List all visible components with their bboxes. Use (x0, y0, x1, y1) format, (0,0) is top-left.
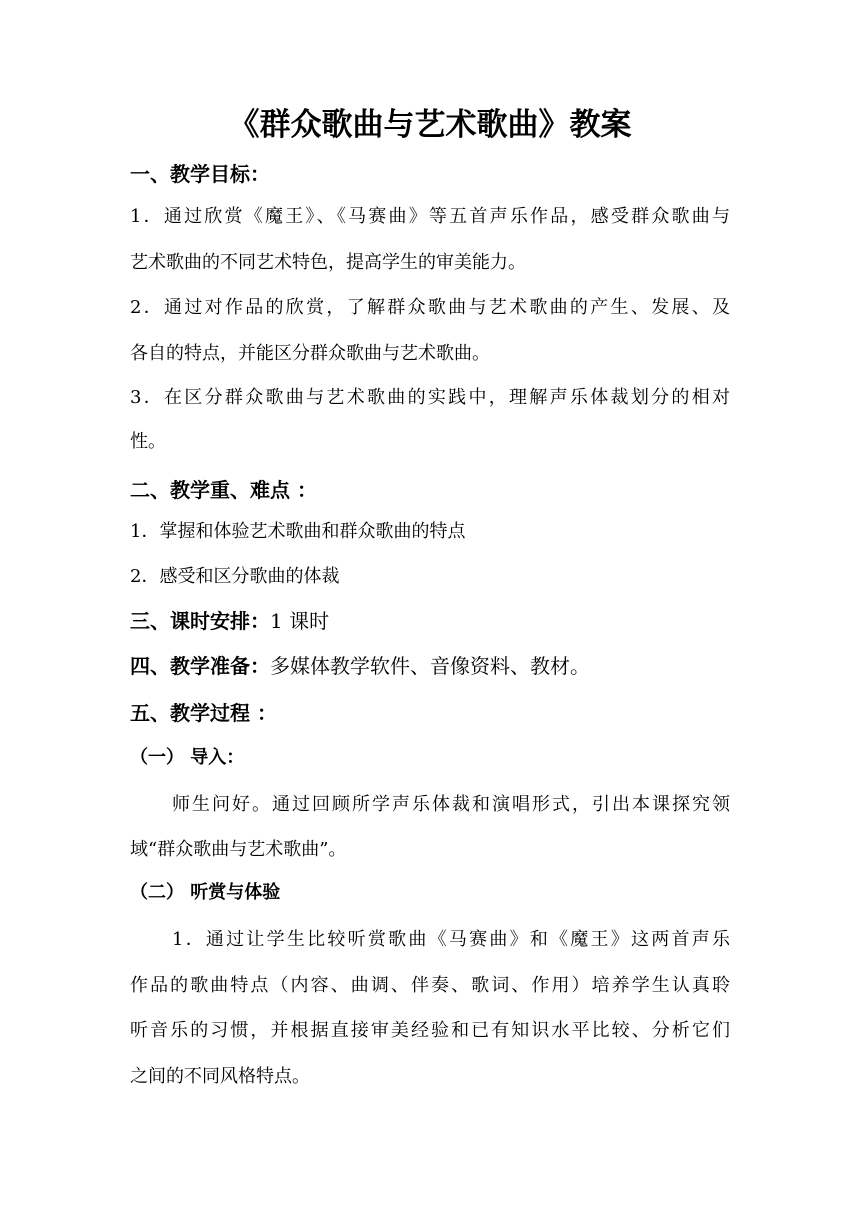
section-heading-preparation: 四、教学准备： (130, 654, 270, 678)
preparation-line (130, 656, 590, 676)
section-heading-process: 五、教学过程 ： (130, 701, 277, 725)
subsection-heading-listening: （二） 听赏与体验 (130, 882, 281, 903)
section-heading-key-points: 二、教学重、难点 ： (130, 478, 317, 502)
objective-2-line-1: 2．通过对作品的欣赏，了解群众歌曲与艺术歌曲的产生、发展、及 (130, 297, 730, 318)
subsection-heading-intro: （一） 导入： (130, 747, 245, 768)
key-point-1: 1．掌握和体验艺术歌曲和群众歌曲的特点 (130, 521, 466, 542)
listening-paragraph-line-2: 作品的歌曲特点（内容、曲调、伴奏、歌词、作用）培养学生认真聆 (130, 975, 730, 996)
listening-paragraph-line-1: 1．通过让学生比较听赏歌曲《马赛曲》和《魔王》这两首声乐 (172, 929, 730, 950)
listening-paragraph-line-3: 听音乐的习惯，并根据直接审美经验和已有知识水平比较、分析它们 (130, 1020, 730, 1041)
section-heading-objectives: 一、教学目标： (130, 162, 270, 186)
preparation-value: 多媒体教学软件、音像资料、教材。 (270, 654, 590, 678)
objective-2-line-2: 各自的特点，并能区分群众歌曲与艺术歌曲。 (130, 343, 490, 364)
listening-paragraph-line-4: 之间的不同风格特点。 (130, 1066, 310, 1087)
objective-3-line-1: 3．在区分群众歌曲与艺术歌曲的实践中，理解声乐体裁划分的相对 (130, 387, 730, 408)
objective-3-line-2: 性。 (130, 431, 166, 452)
document-title: 《群众歌曲与艺术歌曲》教案 (228, 107, 632, 143)
intro-paragraph-line-2: 域“群众歌曲与艺术歌曲”。 (130, 839, 347, 860)
key-point-2: 2．感受和区分歌曲的体裁 (130, 566, 340, 587)
objective-1-line-2: 艺术歌曲的不同艺术特色，提高学生的审美能力。 (130, 252, 526, 273)
schedule-line (130, 611, 329, 631)
objective-1-line-1: 1．通过欣赏《魔王》、《马赛曲》等五首声乐作品，感受群众歌曲与 (130, 206, 730, 227)
intro-paragraph-line-1: 师生问好。通过回顾所学声乐体裁和演唱形式，引出本课探究领 (172, 794, 730, 815)
section-heading-schedule: 三、课时安排： (130, 609, 270, 633)
schedule-value: 1 课时 (270, 609, 330, 633)
